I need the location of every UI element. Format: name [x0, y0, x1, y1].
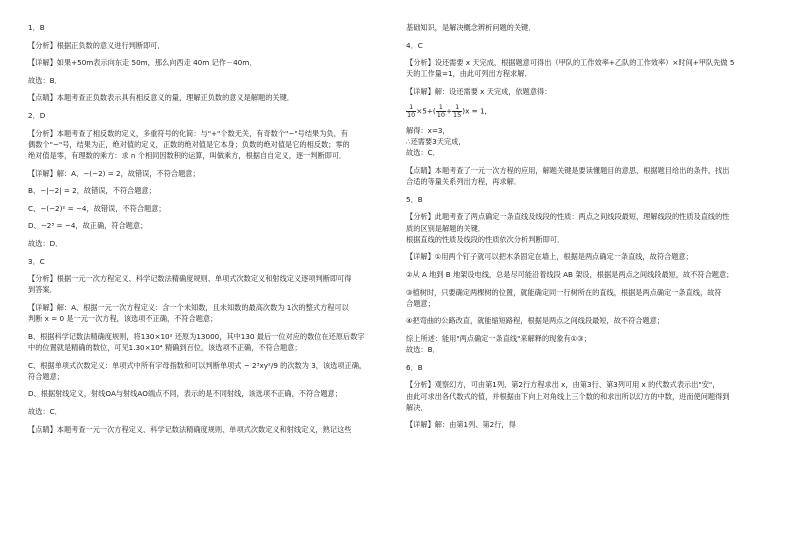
q5-answer: 5．B [406, 194, 423, 204]
equation-mid: ×5+( [416, 106, 436, 116]
q3-choose: 故选：C． [28, 406, 62, 416]
q5-analysis-3: 根据直线的性质及线段的性质依次分析判断即可． [406, 234, 565, 244]
q4-analysis-1: 【分析】设还需要 x 天完成，根据题意可得出（甲队的工作效率+乙队的工作效率）×时间+甲队先做 5 [406, 58, 735, 68]
q4-solution: 解得：x=3， [406, 125, 450, 135]
q5-analysis-2: 质的区别是解题的关键． [406, 223, 486, 233]
q3-option-c-2: 符合题意； [28, 371, 64, 381]
q5-detail-3: ③植树时，只要确定两棵树的位置，就能确定同一行树所在的直线，根据是两点确定一条直线，故符 [406, 287, 722, 297]
q1-choose: 故选：B． [28, 75, 62, 85]
q1-comment: 【点睛】本题考查正负数表示具有相反意义的量，理解正负数的意义是解题的关键． [28, 93, 294, 103]
q4-choose: 故选：C． [406, 148, 440, 158]
q3-analysis-1: 【分析】根据一元一次方程定义、科学记数法精确度规则、单项式次数定义和射线定义逐项判断即可得 [28, 274, 352, 284]
q4-answer: 4．C [406, 40, 423, 50]
q3-answer: 3．C [28, 256, 45, 266]
fraction-3: $\frac{1}{15}$ [453, 102, 462, 119]
q4-equation: $\frac{1}{10}$ ×5+( $\frac{1}{10}$ + $\frac{1}{15}$ )x = 1， [407, 102, 492, 119]
q2-option-b: B、−|−2| = 2，故错误，不符合题意； [28, 186, 156, 196]
q3-option-c-1: C、根据单项式次数定义：单项式中所有字母指数和可以判断单项式 − 2³xy²/9 的次数为 3，该选项正确， [28, 360, 367, 370]
q1-answer: 1．B [28, 23, 45, 32]
fraction-1: $\frac{1}{10}$ [407, 102, 416, 119]
q5-detail-2: ②从 A 地到 B 地架设电线，总是尽可能沿着线段 AB 架设，根据是两点之间线段最短，故不符合题意； [406, 269, 734, 279]
q5-choose: 故选：B． [406, 345, 440, 355]
q3-analysis-2: 到答案． [28, 285, 57, 295]
q2-option-c: C、−(−2)² = −4，故错误，不符合题意； [28, 203, 166, 213]
q5-analysis-1: 【分析】此题考查了两点确定一条直线及线段的性质：两点之间线段最短，理解线段的性质及直线的性 [406, 212, 730, 222]
q6-analysis-3: 解决． [406, 402, 428, 412]
q6-detail: 【详解】解：由第1列、第2行，得 [406, 420, 516, 430]
q4-conclusion: ∴还需要3天完成， [406, 137, 466, 147]
q6-analysis-2: 由此可求出各代数式的值，并根据由下向上对角线上三个数的和求出所以幻方的中数，进而使问题得到 [406, 391, 730, 401]
q3-comment-continued: 基础知识，是解决概念辨析问题的关键． [406, 23, 536, 32]
q2-option-d: D、−2³ = −4，故正确，符合题意； [28, 221, 148, 231]
q3-option-b-1: B、根据科学记数法精确度规则，将130×10² 还原为13000，其中130 最后一位对应的数位在还原后数字 [28, 331, 365, 341]
fraction-2: $\frac{1}{10}$ [436, 102, 445, 119]
q1-detail: 【详解】如果+50m表示向东走 50m，那么向西走 40m 记作－40m． [28, 58, 257, 68]
q3-option-b-2: 中的位置就是精确的数位，可见1.30×10⁴ 精确到百位，该选项不正确，不符合题意； [28, 342, 302, 352]
q4-detail: 【详解】解：设还需要 x 天完成，依题意得： [406, 86, 552, 96]
q6-answer: 6．B [406, 362, 423, 372]
q5-detail-5: ④把弯曲的公路改直，就能缩短路程，根据是两点之间线段最短，故不符合题意； [406, 316, 665, 326]
q4-comment-2: 合适的等量关系列出方程，再求解． [406, 177, 522, 187]
q3-comment: 【点睛】本题考查一元一次方程定义、科学记数法精确度规则、单项式次数定义和射线定义，熟记这些 [28, 424, 352, 434]
q6-analysis-1: 【分析】观察幻方，可由第1列、第2行方程求出 x，由第3行、第3列可用 x 的代数式表示出"安"， [406, 380, 720, 390]
q2-analysis-2: 偶数个"−"号，结果为正，绝对值的定义，正数的绝对值是它本身；负数的绝对值是它的相反数；零的 [28, 139, 350, 149]
equation-end: )x = 1， [462, 106, 492, 116]
q4-analysis-2: 天的工作量=1，由此可列出方程求解． [406, 69, 532, 79]
q2-detail-a: 【详解】解：A、−(−2) = 2，故错误，不符合题意； [28, 168, 200, 178]
q2-answer: 2．D [28, 110, 46, 120]
q4-comment-1: 【点睛】本题考查了一元一次方程的应用，解题关键是要读懂题目的意思，根据题目给出的条件，找出 [406, 165, 730, 175]
q2-analysis-3: 绝对值是零，有理数的乘方：求 n 个相同因数积的运算，叫做乘方，根据自自定义，逐一判断即可． [28, 150, 347, 160]
q2-choose: 故选：D． [28, 238, 63, 248]
q3-detail-1: 【详解】解：A、根据一元一次方程定义：含一个未知数，且未知数的最高次数为 1次的整式方程可以 [28, 302, 349, 312]
q3-option-d: D、根据射线定义，射线OA与射线AO端点不同，表示的是不同射线，该选项不正确，不符合题意； [28, 389, 342, 399]
q5-summary: 综上所述：能用"两点确定一条直线"来解释的现象有①③； [406, 333, 591, 343]
q5-detail-4: 合题意； [406, 298, 435, 308]
left-column [28, 22, 390, 441]
q3-detail-2: 判断 x = 0 是一元一次方程，该选项不正确，不符合题意； [28, 314, 218, 324]
right-column [406, 22, 768, 437]
q2-analysis-1: 【分析】本题考查了相反数的定义，多重符号的化简：与"+"个数无关，有奇数个"−"号结果为负，有 [28, 128, 348, 138]
q5-detail-1: 【详解】①用两个钉子就可以把木条固定在墙上，根据是两点确定一条直线，故符合题意； [406, 252, 693, 262]
q1-analysis: 【分析】根据正负数的意义进行判断即可． [28, 40, 165, 50]
